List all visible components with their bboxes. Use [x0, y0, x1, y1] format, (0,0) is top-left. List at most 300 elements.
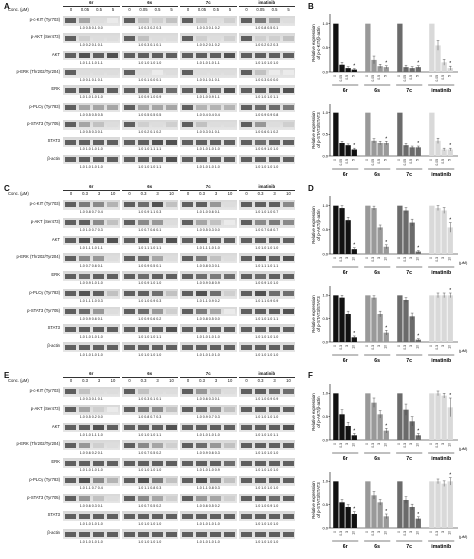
x-tick-label: 3	[409, 443, 414, 445]
band	[283, 478, 294, 483]
band	[93, 514, 104, 519]
bar	[429, 113, 434, 156]
band	[93, 202, 104, 207]
band	[182, 157, 193, 162]
band	[182, 238, 193, 243]
band	[138, 407, 149, 412]
blot-strip	[63, 120, 120, 130]
band	[255, 461, 266, 466]
band	[107, 274, 118, 279]
band-values: 1.0 0.9 0.6 0.1	[79, 316, 103, 321]
band	[152, 140, 163, 145]
band	[283, 532, 294, 537]
conc-tick: 0.05	[197, 7, 207, 12]
group-header: 7c	[205, 184, 211, 189]
bar	[397, 113, 402, 156]
band	[224, 461, 235, 466]
x-tick-label: 0	[364, 345, 369, 347]
band-values: 1.0 0.8 0.7 0.4	[79, 210, 103, 215]
bar	[377, 314, 382, 342]
band-values: 1.0 1.0 1.0 1.1	[138, 334, 162, 339]
x-tick-label: 3	[345, 345, 350, 347]
band	[152, 478, 163, 483]
blot-strip	[239, 218, 296, 228]
band	[283, 461, 294, 466]
blot-row-label: p-PLCγ (Tyr783)	[29, 103, 60, 109]
band	[124, 140, 135, 145]
band	[283, 274, 294, 279]
band	[93, 327, 104, 332]
conc-tick: 10	[169, 191, 174, 196]
band	[224, 105, 235, 110]
band	[182, 407, 193, 412]
x-tick-label: 5	[415, 159, 420, 161]
significance-star: *	[385, 325, 388, 332]
y-axis-label: Relative expression	[311, 393, 316, 431]
x-tick-label: 10	[415, 443, 420, 447]
band	[224, 238, 235, 243]
band	[124, 238, 135, 243]
band	[79, 327, 90, 332]
group-label: 6s	[374, 172, 381, 178]
band	[107, 238, 118, 243]
y-axis-label: of p-STAT3/STAT3	[316, 296, 321, 332]
band	[65, 36, 76, 41]
band-values: 1.0 0.9 0.5 0.1	[138, 263, 162, 268]
band	[255, 309, 266, 314]
band	[138, 291, 149, 296]
band-values: 1.0 0.6 0.5 0.2	[196, 503, 220, 508]
blot-strip	[63, 529, 120, 539]
bar	[339, 208, 344, 254]
band	[241, 327, 252, 332]
x-tick-label: 0.05	[403, 159, 407, 166]
significance-star: *	[353, 506, 356, 513]
x-tick-label: 5	[447, 75, 452, 77]
bar	[377, 143, 382, 156]
bar	[377, 227, 382, 254]
band	[269, 105, 280, 110]
band	[152, 345, 163, 350]
band	[166, 105, 177, 110]
band	[107, 157, 118, 162]
band	[124, 461, 135, 466]
blot-strip	[122, 200, 179, 210]
bar	[448, 295, 453, 342]
band	[93, 443, 104, 448]
band	[255, 532, 266, 537]
band	[269, 36, 280, 41]
band	[93, 291, 104, 296]
band	[196, 345, 207, 350]
bar	[435, 295, 440, 342]
band	[79, 291, 90, 296]
band	[79, 496, 90, 501]
blot-strip	[122, 218, 179, 228]
blot-strip	[239, 440, 296, 450]
band-values: 1.0 1.0 1.0 1.0	[255, 486, 279, 491]
band	[255, 256, 266, 261]
blot-strip	[180, 387, 237, 397]
band-values: 1.0 0.8 0.5 0.1	[255, 26, 279, 31]
band	[93, 36, 104, 41]
blot-strip	[63, 33, 120, 43]
band	[152, 461, 163, 466]
blot-strip	[180, 458, 237, 468]
blot-strip	[122, 440, 179, 450]
x-tick-label: 0	[364, 531, 369, 533]
blot-strip	[239, 476, 296, 486]
bar	[365, 393, 370, 440]
band	[210, 70, 221, 75]
bar	[397, 206, 402, 254]
band-values: 1.0 0.9 0.8 0.9	[196, 281, 220, 286]
y-tick-label: 1.0	[322, 478, 328, 484]
band	[224, 256, 235, 261]
band	[107, 443, 118, 448]
band-values: 1.0 0.6 0.1 0.2	[255, 130, 279, 135]
band	[124, 478, 135, 483]
band	[107, 345, 118, 350]
y-tick-label: 0.5	[322, 414, 328, 420]
group-label: 6r	[342, 544, 348, 550]
band	[269, 425, 280, 430]
band	[196, 407, 207, 412]
x-tick-label: 10	[415, 257, 420, 261]
band	[65, 461, 76, 466]
band	[152, 18, 163, 23]
conc-tick: 0.3	[257, 378, 264, 383]
band	[124, 256, 135, 261]
conc-tick: 5	[170, 7, 173, 12]
band	[210, 425, 221, 430]
band	[152, 105, 163, 110]
panel-label-a: A	[4, 2, 10, 11]
blot-strip	[63, 440, 120, 450]
band	[124, 407, 135, 412]
band	[124, 291, 135, 296]
band	[224, 36, 235, 41]
y-tick-label: 1.0	[322, 292, 328, 298]
band	[241, 443, 252, 448]
x-tick-label: 3	[441, 443, 446, 445]
band-values: 1.0 0.9 1.0 1.0	[255, 147, 279, 152]
y-tick-label: 0.0	[322, 339, 328, 345]
x-tick-label: 0.05	[435, 75, 439, 82]
group-header: 6r	[89, 371, 94, 376]
conc-tick: 0.5	[271, 7, 278, 12]
band	[283, 514, 294, 519]
band-values: 1.0 0.2 0.1 0.2	[196, 43, 220, 48]
band	[196, 140, 207, 145]
band	[255, 407, 266, 412]
band-values: 1.0 1.1 1.0 1.1	[255, 263, 279, 268]
band	[65, 514, 76, 519]
band-values: 1.0 1.0 1.0 1.0	[79, 95, 103, 100]
x-tick-label: 0.3	[339, 257, 343, 262]
x-tick-label: 3	[345, 257, 350, 259]
x-tick-label: 10	[447, 345, 452, 349]
band	[138, 88, 149, 93]
band	[283, 18, 294, 23]
y-axis-label: Relative expression	[311, 206, 316, 244]
y-tick-label: 0.0	[322, 69, 328, 75]
y-axis-label: Relative expression	[311, 24, 316, 62]
band	[79, 443, 90, 448]
band-values: 1.0 0.7 0.8 0.7	[255, 228, 279, 233]
x-tick-label: 0.5	[441, 75, 446, 80]
band	[241, 220, 252, 225]
bar	[345, 314, 350, 342]
x-tick-label: 3	[345, 531, 350, 533]
x-tick-label: 3	[409, 531, 414, 533]
band-values: 1.0 0.1 0.0 0.1	[138, 78, 162, 83]
band	[166, 461, 177, 466]
band	[210, 514, 221, 519]
band	[255, 327, 266, 332]
band	[224, 407, 235, 412]
blot-row-label: STAT3	[47, 325, 60, 331]
significance-star: *	[353, 242, 356, 249]
band	[196, 53, 207, 58]
x-tick-label: 0	[428, 345, 433, 347]
band-values: 1.0 1.0 1.0 1.0	[79, 147, 103, 152]
blot-strip	[239, 405, 296, 415]
band	[124, 88, 135, 93]
band	[138, 202, 149, 207]
band	[152, 70, 163, 75]
bar	[397, 295, 402, 342]
band-values: 1.0 1.0 1.0 1.0	[255, 352, 279, 357]
band	[196, 389, 207, 394]
band	[196, 496, 207, 501]
band	[241, 53, 252, 58]
band	[182, 461, 193, 466]
band	[241, 18, 252, 23]
band	[182, 389, 193, 394]
blot-strip	[239, 51, 296, 61]
band	[93, 88, 104, 93]
band	[210, 18, 221, 23]
blot-strip	[180, 103, 237, 113]
band	[196, 202, 207, 207]
band	[65, 256, 76, 261]
blot-row-label: β-actin	[47, 343, 60, 349]
band-values: 1.0 0.8 0.5 0.0	[196, 316, 220, 321]
band	[255, 478, 266, 483]
blot-strip	[180, 85, 237, 95]
bar-chart-b1	[310, 8, 474, 98]
x-tick-label: 10	[383, 531, 388, 535]
band	[269, 389, 280, 394]
blot-strip	[180, 476, 237, 486]
blot-strip	[122, 120, 179, 130]
band	[224, 496, 235, 501]
bar	[339, 502, 344, 528]
band-values: 1.0 0.9 0.7 0.3	[196, 415, 220, 420]
significance-star: *	[385, 136, 388, 143]
blot-strip	[63, 494, 120, 504]
band	[283, 238, 294, 243]
group-label: 6s	[374, 88, 381, 94]
band	[224, 53, 235, 58]
conc-tick: 0.3	[82, 191, 88, 196]
band	[152, 291, 163, 296]
band	[65, 496, 76, 501]
blot-strip	[122, 271, 179, 281]
x-tick-label: 0.05	[403, 75, 407, 82]
x-tick-label: 0.05	[371, 75, 375, 82]
band-values: 1.0 1.0 1.0 1.0	[138, 60, 162, 65]
band-values: 1.0 1.0 1.0 1.0	[138, 352, 162, 357]
blot-strip	[63, 155, 120, 165]
band	[241, 70, 252, 75]
bar	[365, 113, 370, 156]
x-tick-label: 10	[351, 257, 356, 261]
bar	[448, 481, 453, 528]
band-values: 1.0 0.6 0.3 0.1	[79, 503, 103, 508]
band-values: 1.0 0.5 0.2 0.0	[79, 415, 103, 420]
bar	[435, 393, 440, 440]
group-label: 6s	[374, 456, 381, 462]
band	[210, 532, 221, 537]
y-tick-label: 0.5	[322, 502, 328, 508]
blot-row-label: AKT	[51, 236, 60, 242]
blot-strip	[63, 271, 120, 281]
band-values: 1.0 0.5 0.5 0.5	[138, 112, 162, 117]
band	[124, 532, 135, 537]
unit-label: (μM)	[459, 446, 468, 451]
conc-tick: 0	[186, 191, 190, 196]
blot-row-label: β-actin	[47, 155, 60, 161]
band	[283, 36, 294, 41]
blot-strip	[122, 423, 179, 433]
band	[255, 238, 266, 243]
significance-star: *	[353, 63, 356, 70]
x-tick-label: 0.3	[371, 443, 375, 448]
blot-strip	[63, 68, 120, 78]
blot-strip	[63, 458, 120, 468]
band-values: 1.0 1.1 1.0 1.0	[196, 245, 220, 250]
band	[107, 256, 118, 261]
conc-tick: 0	[69, 378, 73, 383]
band	[93, 496, 104, 501]
band	[255, 389, 266, 394]
panel-label-b: B	[308, 2, 314, 11]
band	[138, 389, 149, 394]
conc-tick: 0.5	[96, 7, 102, 12]
x-tick-label: 0	[364, 75, 369, 77]
bar	[409, 223, 414, 254]
band	[107, 18, 118, 23]
blot-strip	[122, 458, 179, 468]
blot-strip	[180, 342, 237, 352]
band	[124, 157, 135, 162]
bar	[377, 414, 382, 440]
bar-chart-d2	[310, 280, 474, 368]
band	[65, 478, 76, 483]
band-values: 1.0 0.3 0.1 0.2	[196, 26, 220, 31]
x-tick-label: 0.5	[409, 159, 414, 164]
band	[224, 202, 235, 207]
band	[269, 202, 280, 207]
significance-star: *	[353, 428, 356, 435]
band	[255, 496, 266, 501]
x-tick-label: 10	[383, 443, 388, 447]
band-values: 1.0 1.0 0.9 1.1	[196, 95, 220, 100]
blot-strip	[180, 307, 237, 317]
blot-strip	[180, 218, 237, 228]
band	[152, 53, 163, 58]
band	[283, 140, 294, 145]
blot-strip	[63, 511, 120, 521]
band	[283, 256, 294, 261]
y-tick-label: 0.5	[322, 45, 328, 51]
band-values: 1.0 0.3 0.0 0.0	[255, 78, 279, 83]
band	[210, 53, 221, 58]
bar	[365, 206, 370, 254]
blot-strip	[122, 85, 179, 95]
y-axis-label: Relative expression	[311, 295, 316, 333]
significance-star: *	[417, 333, 420, 340]
blot-strip	[239, 342, 296, 352]
band	[93, 425, 104, 430]
band-values: 1.0 1.1 1.0 0.3	[79, 299, 103, 304]
band	[107, 461, 118, 466]
band	[210, 496, 221, 501]
band	[210, 443, 221, 448]
band-values: 1.0 1.0 1.0 1.0	[79, 468, 103, 473]
band-values: 1.0 1.0 1.0 1.1	[138, 432, 162, 437]
significance-star: *	[449, 61, 452, 68]
band	[224, 18, 235, 23]
conc-tick: 10	[169, 378, 174, 383]
band	[182, 220, 193, 225]
band	[269, 514, 280, 519]
band	[255, 202, 266, 207]
conc-tick: 0.05	[256, 7, 265, 12]
bar	[365, 481, 370, 528]
band	[124, 496, 135, 501]
band	[196, 443, 207, 448]
band	[196, 291, 207, 296]
x-tick-label: 5	[415, 75, 420, 77]
x-tick-label: 3	[441, 345, 446, 347]
band	[283, 407, 294, 412]
band	[196, 18, 207, 23]
band	[138, 70, 149, 75]
band	[79, 256, 90, 261]
band-values: 1.0 0.9 1.0 1.0	[255, 281, 279, 286]
blot-row-label: STAT3	[47, 512, 60, 518]
blot-strip	[63, 16, 120, 26]
conc-tick: 0.3	[140, 191, 147, 196]
band	[283, 53, 294, 58]
x-tick-label: 3	[377, 345, 382, 347]
x-tick-label: 0.3	[339, 345, 343, 350]
band	[166, 514, 177, 519]
x-tick-label: 0	[332, 531, 337, 533]
x-tick-label: 5	[383, 159, 388, 161]
conc-tick: 10	[110, 191, 116, 196]
band	[152, 514, 163, 519]
group-label: 6r	[342, 456, 348, 462]
band-values: 1.0 1.1 1.0 1.1	[79, 60, 103, 65]
band-values: 1.0 1.1 0.8 0.3	[138, 486, 162, 491]
conc-tick: 0	[128, 191, 131, 196]
group-label: imatinib	[431, 358, 452, 364]
band	[269, 53, 280, 58]
